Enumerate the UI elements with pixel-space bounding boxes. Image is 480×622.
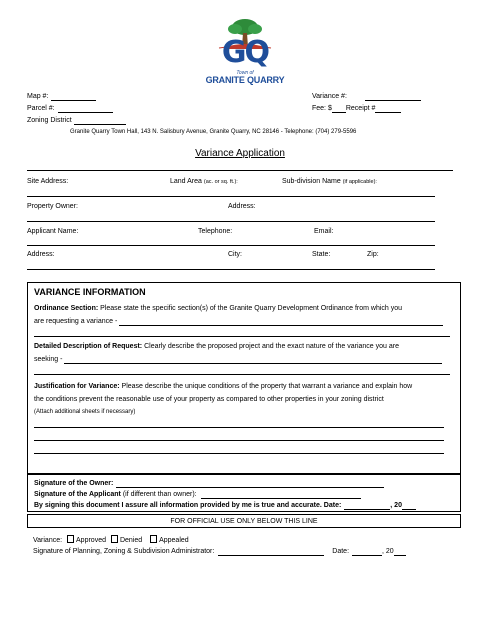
parcel-field[interactable]: Parcel #: [27,104,113,113]
admin-signature-field[interactable]: Signature of Planning, Zoning & Subdivision Administrator: Date: , 20 [33,547,406,556]
town-hall-address: Granite Quarry Town Hall, 143 N. Salisbury Avenue, Granite Quarry, NC 28146 - Telephone: (704) 279-5596 [70,129,357,135]
variance-decision: Variance: Approved Denied Appealed [33,537,189,544]
description-line[interactable] [34,374,450,375]
land-area-label: Land Area (ac. or sq. ft.): [170,178,238,185]
town-logo [205,17,285,89]
justification-line-3[interactable] [34,453,444,454]
address-line[interactable] [27,269,435,270]
ordinance-line[interactable] [34,336,450,337]
email-label: Email: [314,228,334,235]
justification-text: Justification for Variance: Please describe the unique conditions of the property that warrant a variance and explain how [34,383,413,390]
owner-address-label: Address: [228,203,256,210]
justification-line-1[interactable] [34,427,444,428]
city-label: City: [228,251,242,258]
certification-field[interactable]: By signing this document I assure all information provided by me is true and accurate. Date: , 20 [34,501,416,510]
justification-note: (Attach additional sheets if necessary) [34,409,136,415]
site-address-label: Site Address: [27,178,69,185]
divider [27,170,453,171]
appealed-checkbox[interactable] [150,535,157,543]
approved-checkbox[interactable] [67,535,74,543]
map-field[interactable]: Map #: [27,92,96,101]
signature-box [27,474,461,512]
logo-town-name: GRANITE QUARRY [205,75,285,85]
justification-text-2: the conditions prevent the reasonable use of your property as compared to other properties in your zoning district [34,396,384,403]
logo-town-of: Town of [236,70,254,76]
denied-checkbox[interactable] [111,535,118,543]
ordinance-section-field[interactable]: are requesting a variance - [34,317,443,326]
logo-letters: GQ [221,35,269,70]
telephone-label: Telephone: [198,228,233,235]
zip-label: Zip: [367,251,379,258]
site-address-line[interactable] [27,196,435,197]
justification-line-2[interactable] [34,440,444,441]
property-owner-line[interactable] [27,221,435,222]
official-use-banner: FOR OFFICIAL USE ONLY BELOW THIS LINE [27,514,461,528]
page-title: Variance Application [195,148,285,159]
fee-receipt-field[interactable]: Fee: $ Receipt # [312,104,401,113]
property-owner-label: Property Owner: [27,203,78,210]
address-label: Address: [27,251,55,258]
subdivision-label: Sub-division Name (if applicable): [282,178,377,185]
owner-signature-field[interactable]: Signature of the Owner: [34,479,384,488]
zoning-district-field[interactable]: Zoning District [27,116,126,125]
description-field[interactable]: seeking - [34,355,442,364]
variance-information-box [27,282,461,474]
applicant-name-label: Applicant Name: [27,228,79,235]
ordinance-section-text: Ordinance Section: Please state the specific section(s) of the Granite Quarry Development Ordinance from which you [34,305,403,312]
variance-number-field[interactable]: Variance #: [312,92,421,101]
description-text: Detailed Description of Request: Clearly describe the proposed project and the exact nature of the variance you are [34,343,399,350]
applicant-signature-field[interactable]: Signature of the Applicant (if different than owner): [34,490,361,499]
variance-heading: VARIANCE INFORMATION [34,287,146,297]
state-label: State: [312,251,331,258]
applicant-name-line[interactable] [27,245,435,246]
